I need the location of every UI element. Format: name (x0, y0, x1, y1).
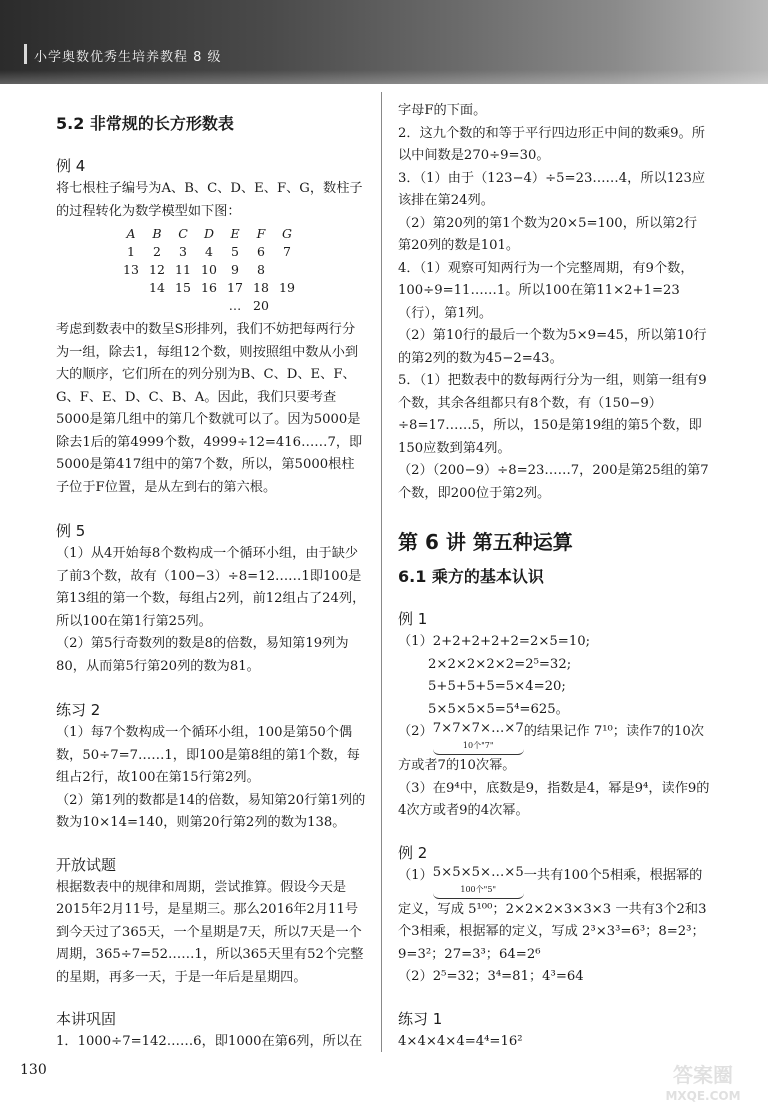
grid-cell: E (230, 226, 240, 241)
open-question-answer: 根据数表中的规律和周期，尝试推算。假设今天是2015年2月11号，是星期三。那么2016年2月11号到今天过了365天，一个星期是7天，所以7天是一个周期，365÷7=52……1，所以365天里有52个完整的星期，再多一天，于是一年后是星期四。 (56, 879, 364, 985)
grid-cell: 1 (127, 244, 135, 259)
brace-label: 100个"5" (460, 884, 497, 894)
grid-cell: 15 (175, 280, 191, 295)
left-column (56, 100, 366, 1054)
example-1-line-1: （1）2+2+2+2+2=2×5=10; (398, 634, 591, 649)
section-title-5-2: 5.2 非常规的长方形数表 (56, 114, 234, 133)
label: （2） (398, 724, 433, 739)
grid-cell: 8 (257, 262, 265, 277)
header-accent-bar (24, 44, 27, 64)
practice-2-part-2: （2）第1列的数都是14的倍数，易知第20行第1列的数为10×14=140，则第20行第2列的数为138。 (56, 792, 366, 830)
practice-2-title: 练习 2 (56, 701, 101, 719)
grid-cell: 12 (149, 262, 165, 277)
grid-cell: 18 (253, 280, 269, 295)
page-header (0, 0, 768, 84)
example-1-line-4: 5×5×5×5=5⁴=625。 (428, 701, 569, 717)
review-answer-5-1: 5．（1）把数表中的数每两行分为一组，则第一组有9个数，其余各组都只有8个数，有（150−9）÷8=17……5，所以，150是第19组的第5个数，即150应数到第4列。 (398, 373, 707, 456)
grid-cell (274, 297, 300, 315)
example-1-part-3: （3）在9⁴中，底数是9，指数是4，幂是9⁴，读作9的4次方或者9的4次幂。 (398, 780, 710, 818)
grid-cell: D (203, 226, 215, 241)
example-5-part-2: （2）第5行奇数列的数是8的倍数，易知第19列为80，从而第5行第20列的数为81。 (56, 636, 349, 674)
grid-cell (274, 261, 300, 279)
explanation: 的结果记作 7¹⁰；读作7的10次方或者7的10次幂。 (398, 724, 704, 773)
grid-cell: 9 (231, 262, 239, 277)
watermark-line-1: 答案圈 (673, 1063, 733, 1087)
grid-cell (118, 297, 144, 315)
review-answer-1-cont: 字母F的下面。 (398, 103, 487, 118)
grid-cell: B (152, 226, 162, 241)
grid-cell: 11 (175, 262, 191, 277)
grid-cell: 14 (149, 280, 165, 295)
brace-label: 10个"7" (462, 741, 494, 750)
explanation: 一共有100个5相乘，根据幂的定义，写成 5¹⁰⁰；2×2×2×3×3×3 一共有3个2和3个3相乘，根据幂的定义，写成 2³×3³=6³；8=2³；9=3²；27=3³；64=2⁶ (398, 867, 707, 962)
example-2-part-2: （2）2⁵=32；3⁴=81；4³=64 (398, 969, 584, 984)
watermark-logo (648, 1058, 758, 1106)
grid-cell: 17 (227, 280, 243, 295)
expression: 7×7×7×…×7 (432, 721, 524, 736)
example-5-title: 例 5 (56, 522, 86, 540)
grid-cell: C (178, 226, 188, 241)
column-divider (381, 92, 382, 1052)
grid-cell: 19 (279, 280, 295, 295)
watermark-line-2: MXQE.COM (665, 1089, 741, 1103)
practice-2-part-1: （1）每7个数构成一个循环小组，100是第50个偶数，50÷7=7……1，即100是第8组的第1个数，每组占2行，故100在第15行第2列。 (56, 725, 360, 785)
example-1-part-2 (398, 721, 710, 778)
section-title-6-1: 6.1 乘方的基本认识 (398, 567, 544, 586)
grid-cell: 13 (123, 262, 139, 277)
right-column (398, 100, 710, 1053)
grid-cell: 2 (153, 244, 161, 259)
example-2-part-1 (398, 865, 710, 967)
grid-cell: 16 (201, 280, 217, 295)
review-answer-3-1: 3．（1）由于（123−4）÷5=23……4，所以123应该排在第24列。 (398, 170, 706, 208)
grid-cell (170, 297, 196, 315)
grid-cell: A (126, 226, 136, 241)
grid-cell: 3 (179, 244, 187, 259)
example-1-line-3: 5+5+5+5=5×4=20; (428, 679, 566, 694)
example-4-title: 例 4 (56, 157, 86, 175)
lecture-6-title: 第 6 讲 第五种运算 (398, 530, 573, 554)
example-4-solution: 考虑到数表中的数呈S形排列，我们不妨把每两行分为一组，除去1，每组12个数，则按照组中数从小到大的顺序，它们所在的列分别为B、C、D、E、F、G、F、E、D、C、B、A。因此，我们只要考查5000是第几组中的第几个数就可以了。因为5000是除去1后的第4999个数，4999÷12=416……7，即5000是第417组中的第7个数，所以，第5000根柱子位于F位置，是从左到右的第六根。 (56, 322, 363, 495)
grid-cell (196, 297, 222, 315)
example-2-title: 例 2 (398, 843, 428, 862)
grid-cell: 10 (201, 262, 217, 277)
example-1-title: 例 1 (398, 610, 428, 628)
review-title: 本讲巩固 (56, 1010, 117, 1028)
grid-cell (144, 297, 170, 315)
grid-cell: 20 (253, 298, 269, 313)
example-5-part-1: （1）从4开始每8个数构成一个循环小组，由于缺少了前3个数，故有（100−3）÷8=12……1即100是第13组的第一个数，每组占2列，前12组占了24列，所以100在第1行第25列。 (56, 546, 366, 629)
grid-cell (118, 279, 144, 297)
review-answer-5-2: （2）（200−9）÷8=23……7，200是第25组的第7个数，即200位于第2列。 (398, 463, 709, 501)
open-question-title: 开放试题 (56, 855, 117, 874)
expression: 5×5×5×…×5 (432, 864, 524, 880)
grid-cell: 6 (257, 244, 265, 259)
example-4-intro: 将七根柱子编号为A、B、C、D、E、F、G，数柱子的过程转化为数学模型如下图： (56, 181, 363, 219)
example-1-line-2: 2×2×2×2×2=2⁵=32; (428, 656, 572, 672)
practice-1-answer: 4×4×4×4=4⁴=16² (398, 1033, 523, 1049)
grid-cell: 7 (283, 244, 291, 259)
grid-cell: F (256, 226, 266, 241)
grid-cell: 4 (205, 244, 213, 259)
practice-1-title: 练习 1 (398, 1009, 443, 1028)
page-number: 130 (20, 1062, 47, 1078)
label: （1） (398, 867, 433, 883)
book-title: 小学奥数优秀生培养教程 8 级 (34, 50, 222, 65)
review-answer-3-2: （2）第20列的第1个数为20×5=100，所以第2行第20列的数是101。 (398, 215, 698, 253)
underbrace-expression (433, 721, 524, 755)
number-grid (118, 225, 366, 315)
grid-cell: G (282, 226, 292, 241)
grid-cell: 5 (231, 244, 239, 259)
review-answer-2: 2．这九个数的和等于平行四边形正中间的数乘9。所以中间数是270÷9=30。 (398, 125, 705, 163)
review-answer-4-2: （2）第10行的最后一个数为5×9=45，所以第10行的第2列的数为45−2=43。 (398, 328, 707, 366)
underbrace-expression (433, 865, 524, 899)
grid-cell: … (228, 298, 242, 313)
review-answer-4-1: 4．（1）观察可知两行为一个完整周期，有9个数，100÷9=11……1。所以100在第11×2+1=23（行），第1列。 (398, 260, 694, 321)
review-answer-1: 1．1000÷7=142……6，即1000在第6列，所以在 (56, 1034, 363, 1049)
